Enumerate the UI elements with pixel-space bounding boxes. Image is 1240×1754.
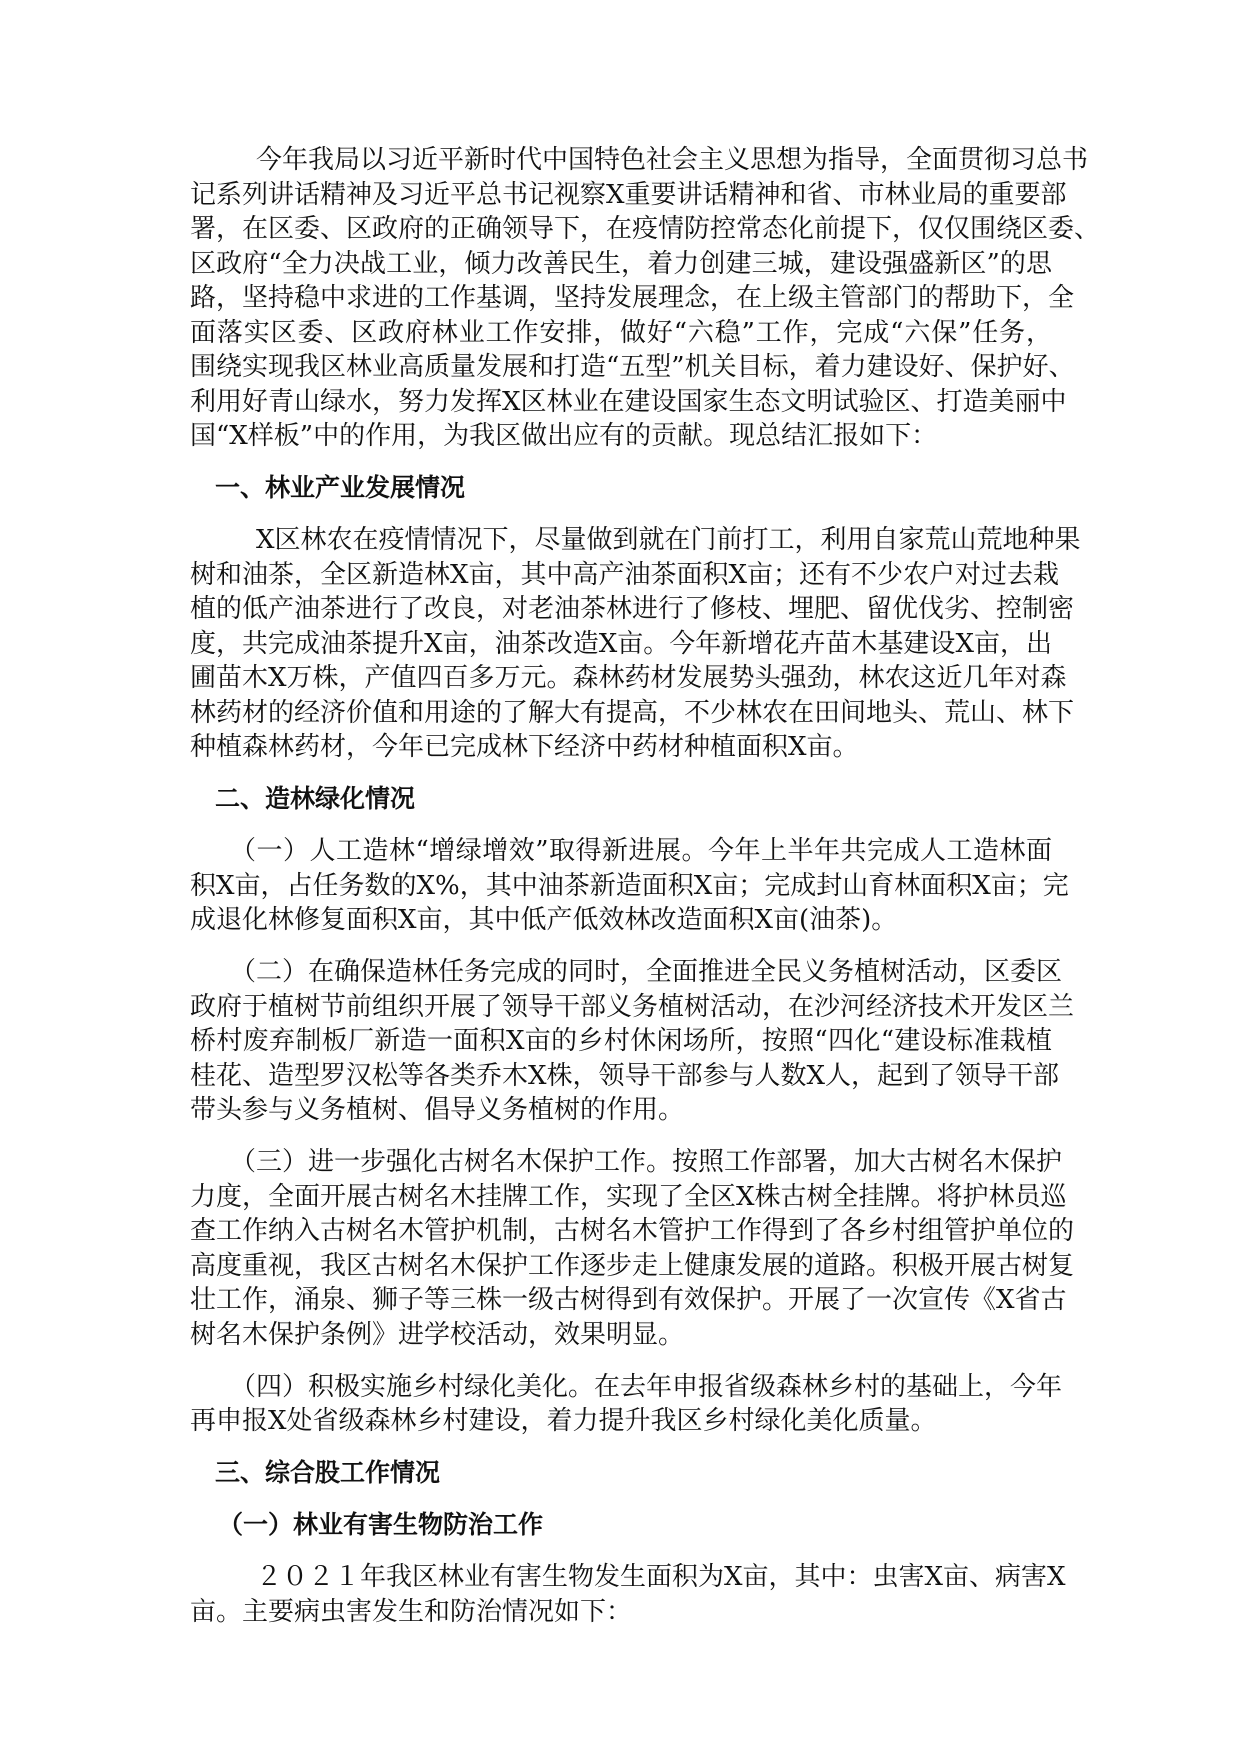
paragraph-line: 查工作纳入古树名木管护机制，古树名木管护工作得到了各乡村组管护单位的 — [190, 1216, 1075, 1246]
paragraph — [190, 834, 1069, 938]
paragraph-line: 林药材的经济价值和用途的了解大有提高，不少林农在田间地头、荒山、林下 — [190, 697, 1075, 728]
section-heading: 二、造林绿化情况 — [215, 784, 416, 813]
paragraph-line: 亩。主要病虫害发生和防治情况如下： — [190, 1596, 633, 1627]
paragraph-line: （四）积极实施乡村绿化美化。在去年申报省级森林乡村的基础上，今年 — [230, 1371, 1063, 1402]
paragraph-line: 记系列讲话精神及习近平总书记视察X重要讲话精神和省、市林业局的重要部 — [190, 179, 1067, 210]
paragraph-line: （三）进一步强化古树名木保护工作。按照工作部署，加大古树名木保护 — [230, 1147, 1063, 1177]
paragraph-line: 署，在区委、区政府的正确领导下，在疫情防控常态化前提下，仅仅围绕区委、 — [190, 214, 1101, 244]
paragraph-line: 高度重视，我区古树名木保护工作逐步走上健康发展的道路。积极开展古树复 — [190, 1250, 1075, 1281]
paragraph — [190, 1145, 1075, 1352]
paragraph-line: 桥村废弃制板厂新造一面积X亩的乡村休闲场所，按照“四化“建设标准栽植 — [190, 1026, 1052, 1056]
paragraph — [190, 143, 1101, 454]
paragraph — [190, 1370, 1063, 1439]
paragraph-line: 积X亩，占任务数的X%，其中油茶新造面积X亩；完成封山育林面积X亩；完 — [190, 870, 1069, 901]
paragraph-line: 植的低产油茶进行了改良，对老油茶林进行了修枝、埋肥、留优伐劣、控制密 — [190, 594, 1075, 624]
section-heading: 一、林业产业发展情况 — [215, 473, 466, 502]
paragraph-line: 区政府“全力决战工业，倾力改善民生，着力创建三城，建设强盛新区”的思 — [190, 248, 1052, 279]
paragraph-line: 政府于植树节前组织开展了领导干部义务植树活动，在沙河经济技术开发区兰 — [190, 991, 1075, 1022]
paragraph-line: （二）在确保造林任务完成的同时，全面推进全民义务植树活动，区委区 — [230, 957, 1063, 987]
paragraph-line: 再申报X处省级森林乡村建设，着力提升我区乡村绿化美化质量。 — [190, 1406, 937, 1436]
paragraph — [190, 955, 1075, 1128]
section-heading: 三、综合股工作情况 — [215, 1458, 441, 1487]
paragraph-line: 种植森林药材，今年已完成林下经济中药材种植面积X亩。 — [190, 732, 859, 762]
paragraph — [190, 523, 1081, 765]
paragraph-line: 力度，全面开展古树名木挂牌工作，实现了全区X株古树全挂牌。将护林员巡 — [190, 1181, 1067, 1212]
subsection-heading: （一）林业有害生物防治工作 — [218, 1510, 544, 1539]
paragraph-line: （一）人工造林“增绿增效”取得新进展。今年上半年共完成人工造林面 — [230, 836, 1052, 866]
document-body — [190, 143, 1101, 1647]
paragraph-line: 国“X样板”中的作用，为我区做出应有的贡献。现总结汇报如下： — [190, 421, 938, 451]
paragraph-line: 度，共完成油茶提升X亩，油茶改造X亩。今年新增花卉苗木基建设X亩，出 — [190, 628, 1052, 659]
paragraph-line: 今年我局以习近平新时代中国特色社会主义思想为指导，全面贯彻习总书 — [256, 145, 1089, 175]
paragraph-line: 面落实区委、区政府林业工作安排，做好“六稳”工作，完成“六保”任务， — [190, 317, 1052, 348]
paragraph — [190, 1560, 1066, 1629]
paragraph-line: 壮工作，涌泉、狮子等三株一级古树得到有效保护。开展了一次宣传《X省古 — [190, 1285, 1067, 1315]
paragraph-line: ２０２１年我区林业有害生物发生面积为X亩，其中：虫害X亩、病害X — [256, 1562, 1066, 1592]
paragraph-line: 围绕实现我区林业高质量发展和打造“五型”机关目标，着力建设好、保护好、 — [190, 352, 1075, 382]
paragraph-line: 树和油茶，全区新造林X亩，其中高产油茶面积X亩；还有不少农户对过去栽 — [190, 559, 1060, 590]
paragraph-line: 圃苗木X万株，产值四百多万元。森林药材发展势头强劲，林农这近几年对森 — [190, 663, 1067, 693]
paragraph-line: 带头参与义务植树、倡导义务植树的作用。 — [190, 1095, 685, 1125]
paragraph-line: 成退化林修复面积X亩，其中低产低效林改造面积X亩(油茶)。 — [190, 905, 898, 935]
paragraph-line: 路，坚持稳中求进的工作基调，坚持发展理念，在上级主管部门的帮助下，全 — [190, 283, 1075, 313]
paragraph-line: 树名木保护条例》进学校活动，效果明显。 — [190, 1319, 685, 1350]
paragraph-line: 桂花、造型罗汉松等各类乔木X株，领导干部参与人数X人，起到了领导干部 — [190, 1060, 1060, 1091]
paragraph-line: 利用好青山绿水，努力发挥X区林业在建设国家生态文明试验区、打造美丽中 — [190, 386, 1067, 417]
paragraph-line: X区林农在疫情情况下，尽量做到就在门前打工，利用自家荒山荒地种果 — [256, 525, 1081, 555]
